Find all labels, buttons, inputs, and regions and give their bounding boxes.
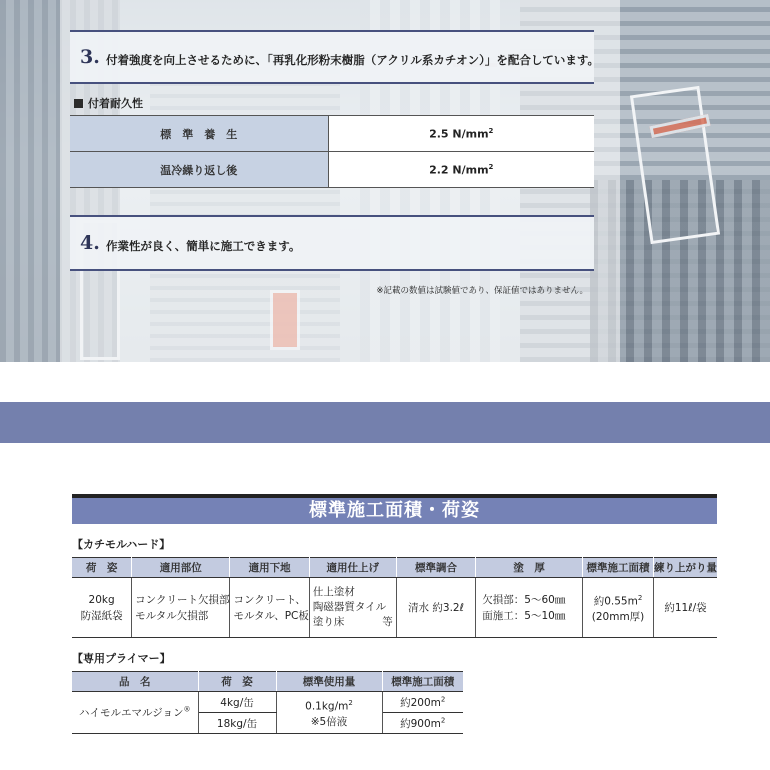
primer-pack-cell: 4kg/缶 xyxy=(198,692,276,713)
primer-area-cell: 約$200m^2$ xyxy=(382,692,463,713)
column-header: 標準施工面積 xyxy=(382,672,463,692)
primer-label: 【専用プライマー】 xyxy=(72,652,171,665)
adhesion-heading: 付着耐久性 xyxy=(74,95,143,111)
column-header: 適用下地 xyxy=(230,558,309,578)
column-header: 塗 厚 xyxy=(476,558,583,578)
table-row xyxy=(72,578,717,638)
column-header: 適用仕上げ xyxy=(309,558,396,578)
disclaimer-note: ※記載の数値は試験値であり、保証値ではありません。 xyxy=(376,286,588,296)
primer-spec-table xyxy=(72,671,463,734)
column-header: 品 名 xyxy=(72,672,198,692)
point-number: 3. xyxy=(80,46,100,68)
primer-area-cell: 約$900m^2$ xyxy=(382,713,463,734)
point-text: 作業性が良く、簡単に施工できます。 xyxy=(106,239,301,253)
section-divider-band xyxy=(0,402,770,443)
column-header: 標準使用量 xyxy=(276,672,382,692)
application-area-cell: コンクリート欠損部 モルタル欠損部 xyxy=(132,578,230,638)
square-bullet-icon xyxy=(74,99,83,108)
primer-pack-cell: 18kg/缶 xyxy=(198,713,276,734)
column-header: 荷 姿 xyxy=(198,672,276,692)
column-header: 標準調合 xyxy=(396,558,476,578)
packaging-cell: 20kg 防湿紙袋 xyxy=(72,578,132,638)
column-header: 練り上がり量 xyxy=(654,558,718,578)
table-header-row xyxy=(72,558,717,578)
adhesion-label: 温冷繰り返し後 xyxy=(70,152,328,188)
adhesion-table xyxy=(70,115,594,188)
mix-ratio-cell: 清水 約3.2ℓ xyxy=(396,578,476,638)
coverage-area-cell: 約$0.55m^2$ (20mm厚) xyxy=(583,578,654,638)
adhesion-label: 標 準 養 生 xyxy=(70,116,328,152)
primer-name-cell: ハイモルエマルジョン® xyxy=(72,692,198,734)
point-number: 4. xyxy=(80,232,100,254)
section-title: 標準施工面積・荷姿 xyxy=(72,494,717,524)
table-row xyxy=(70,152,594,188)
column-header: 適用部位 xyxy=(132,558,230,578)
table-row xyxy=(70,116,594,152)
yield-cell: 約11ℓ/袋 xyxy=(654,578,718,638)
feature-point-4 xyxy=(70,215,594,271)
product-spec-table xyxy=(72,557,717,638)
substrate-cell: コンクリート、 モルタル、PC板 xyxy=(230,578,309,638)
table-header-row xyxy=(72,672,463,692)
feature-point-3 xyxy=(70,30,599,84)
thickness-cell: 欠損部：5～60㎜ 面施工：5～10㎜ xyxy=(476,578,583,638)
adhesion-value: 2.2 $N/mm^2$ xyxy=(328,152,594,188)
product-label: 【カチモルハード】 xyxy=(72,538,171,551)
table-row xyxy=(72,692,463,713)
adhesion-value: 2.5 $N/mm^2$ xyxy=(328,116,594,152)
column-header: 荷 姿 xyxy=(72,558,132,578)
point-text: 付着強度を向上させるために、「再乳化形粉末樹脂（アクリル系カチオン）」を配合しています。 xyxy=(106,53,599,67)
column-header: 標準施工面積 xyxy=(583,558,654,578)
primer-usage-cell: $0.1kg/m^2$ ※5倍液 xyxy=(276,692,382,734)
finish-cell: 仕上塗材 陶磁器質タイル 塗り床 等 xyxy=(309,578,396,638)
